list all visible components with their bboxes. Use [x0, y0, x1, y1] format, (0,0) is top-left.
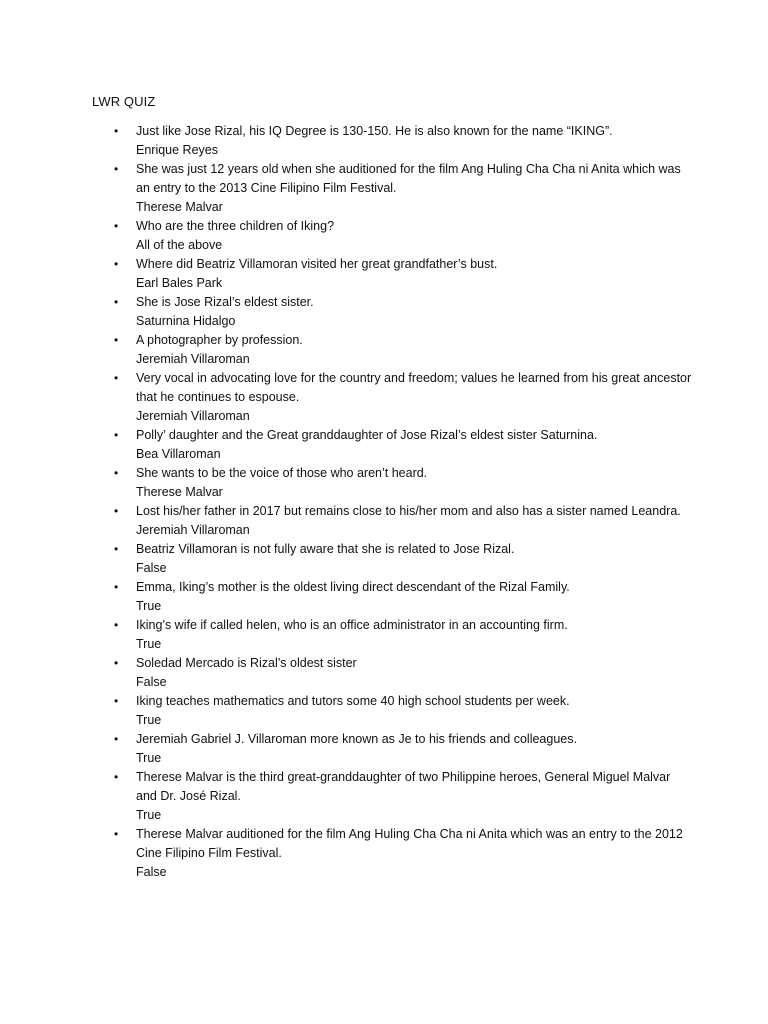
quiz-answer: False — [136, 561, 167, 575]
quiz-answer: False — [136, 675, 167, 689]
quiz-answer: Jeremiah Villaroman — [136, 409, 250, 423]
bullet-icon: • — [114, 219, 119, 233]
quiz-question: She was just 12 years old when she auditioned for the film Ang Huling Cha Cha ni Anita which was an entry to the 2013 Cine Filipino Film Festival. — [136, 162, 681, 195]
quiz-item — [92, 217, 692, 255]
bullet-icon: • — [114, 466, 119, 480]
quiz-question: Very vocal in advocating love for the country and freedom; values he learned from his great ancestor that he continues to espouse. — [136, 371, 692, 404]
quiz-item — [92, 464, 692, 502]
quiz-answer: False — [136, 865, 167, 879]
quiz-item — [92, 369, 692, 426]
quiz-question: Emma, Iking’s mother is the oldest living direct descendant of the Rizal Family. — [136, 580, 570, 594]
bullet-icon: • — [114, 504, 119, 518]
quiz-answer: Bea Villaroman — [136, 447, 221, 461]
quiz-item — [92, 540, 692, 578]
quiz-item — [92, 654, 692, 692]
quiz-item — [92, 160, 692, 217]
quiz-question: Soledad Mercado is Rizal’s oldest sister — [136, 656, 357, 670]
quiz-item — [92, 578, 692, 616]
quiz-question: She is Jose Rizal’s eldest sister. — [136, 295, 314, 309]
quiz-answer: Therese Malvar — [136, 200, 223, 214]
quiz-answer: True — [136, 808, 162, 822]
quiz-item — [92, 293, 692, 331]
quiz-question: A photographer by profession. — [136, 333, 303, 347]
quiz-question: Therese Malvar auditioned for the film Ang Huling Cha Cha ni Anita which was an entry to the 2012 Cine Filipino Film Festival. — [136, 827, 683, 860]
bullet-icon: • — [114, 162, 119, 176]
quiz-answer: True — [136, 751, 162, 765]
bullet-icon: • — [114, 827, 119, 841]
quiz-question: Jeremiah Gabriel J. Villaroman more known as Je to his friends and colleagues. — [136, 732, 577, 746]
quiz-question: Beatriz Villamoran is not fully aware that she is related to Jose Rizal. — [136, 542, 515, 556]
quiz-question: Who are the three children of Iking? — [136, 219, 335, 233]
quiz-question: Just like Jose Rizal, his IQ Degree is 130-150. He is also known for the name “IKING”. — [136, 124, 613, 138]
quiz-item — [92, 616, 692, 654]
quiz-answer: Therese Malvar — [136, 485, 223, 499]
quiz-answer: All of the above — [136, 238, 223, 252]
bullet-icon: • — [114, 257, 119, 271]
quiz-answer: Saturnina Hidalgo — [136, 314, 236, 328]
quiz-question: Therese Malvar is the third great-granddaughter of two Philippine heroes, General Miguel Malvar and Dr. José Rizal. — [136, 770, 671, 803]
quiz-item — [92, 122, 692, 160]
bullet-icon: • — [114, 124, 119, 138]
bullet-icon: • — [114, 694, 119, 708]
quiz-answer: Jeremiah Villaroman — [136, 352, 250, 366]
bullet-icon: • — [114, 542, 119, 556]
quiz-item — [92, 426, 692, 464]
bullet-icon: • — [114, 333, 119, 347]
bullet-icon: • — [114, 295, 119, 309]
quiz-answer: True — [136, 599, 162, 613]
quiz-answer: True — [136, 713, 162, 727]
bullet-icon: • — [114, 770, 119, 784]
bullet-icon: • — [114, 580, 119, 594]
quiz-question: Polly’ daughter and the Great granddaughter of Jose Rizal’s eldest sister Saturnina. — [136, 428, 598, 442]
bullet-icon: • — [114, 656, 119, 670]
quiz-item — [92, 331, 692, 369]
quiz-item — [92, 730, 692, 768]
bullet-icon: • — [114, 732, 119, 746]
quiz-item — [92, 502, 692, 540]
quiz-question: Where did Beatriz Villamoran visited her great grandfather’s bust. — [136, 257, 498, 271]
bullet-icon: • — [114, 428, 119, 442]
quiz-item — [92, 692, 692, 730]
quiz-question: Iking teaches mathematics and tutors some 40 high school students per week. — [136, 694, 570, 708]
quiz-question: Iking’s wife if called helen, who is an office administrator in an accounting firm. — [136, 618, 568, 632]
document-title: LWR QUIZ — [92, 94, 156, 109]
bullet-icon: • — [114, 371, 119, 385]
quiz-question: Lost his/her father in 2017 but remains close to his/her mom and also has a sister named Leandra. — [136, 504, 681, 518]
quiz-item — [92, 768, 692, 825]
bullet-icon: • — [114, 618, 119, 632]
quiz-answer: True — [136, 637, 162, 651]
quiz-question: She wants to be the voice of those who aren’t heard. — [136, 466, 428, 480]
quiz-answer: Earl Bales Park — [136, 276, 223, 290]
quiz-answer: Jeremiah Villaroman — [136, 523, 250, 537]
quiz-answer: Enrique Reyes — [136, 143, 218, 157]
quiz-list — [92, 122, 692, 882]
quiz-item — [92, 825, 692, 882]
quiz-item — [92, 255, 692, 293]
